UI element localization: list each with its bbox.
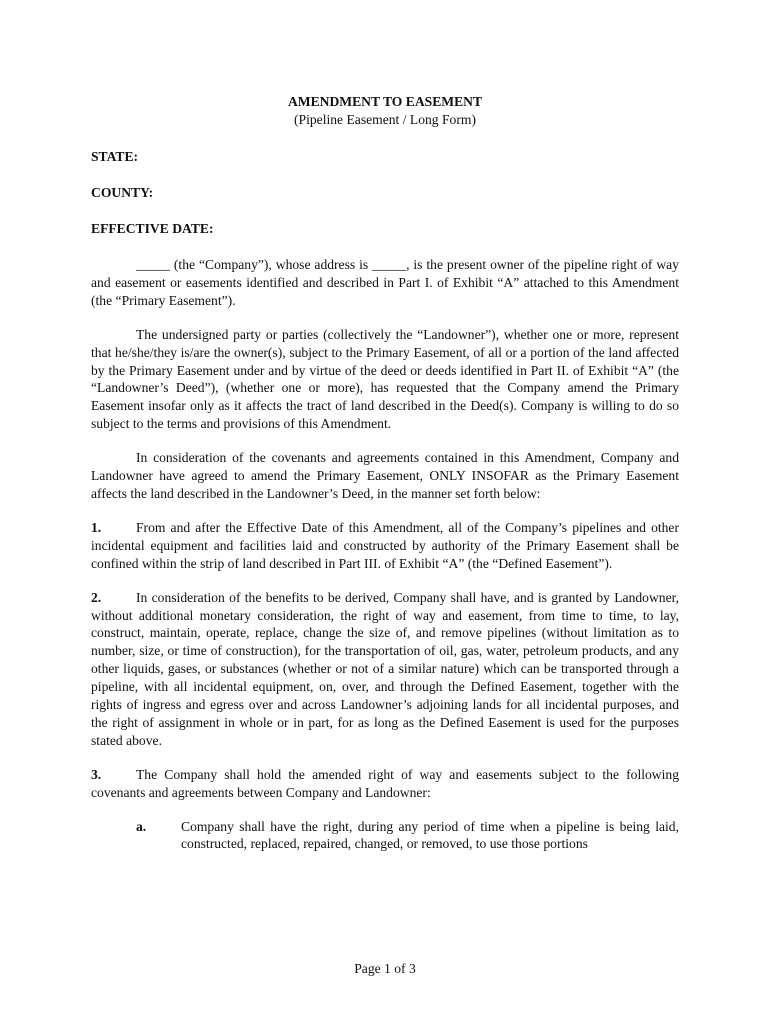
section-number: 3. (91, 766, 102, 782)
section-1 (91, 519, 679, 573)
subsection-text: Company shall have the right, during any period of time when a pipeline is being laid, constructed, replaced, repaired, changed, or removed, to use those portions (181, 818, 679, 852)
document-subtitle: (Pipeline Easement / Long Form) (294, 112, 476, 127)
subsection-a (91, 818, 679, 854)
document-title: AMENDMENT TO EASEMENT (287, 94, 483, 109)
section-number: 2. (91, 589, 102, 605)
state-field: STATE: (91, 149, 139, 164)
county-field: COUNTY: (91, 185, 154, 200)
document-page (91, 93, 679, 853)
subsection-label: a. (136, 818, 147, 834)
intro-paragraph: _____ (the “Company”), whose address is _____, is the present owner of the pipeline right of way and easement or easements identified and described in Part I. of Exhibit “A” attached to this Amendment (the “Primary Easement”). (91, 257, 679, 308)
effective-date-field: EFFECTIVE DATE: (91, 221, 214, 236)
section-text: The Company shall hold the amended right of way and easements subject to the following covenants and agreements between Company and Landowner: (91, 766, 679, 800)
section-2 (91, 589, 679, 750)
section-text: From and after the Effective Date of this Amendment, all of the Company’s pipelines and other incidental equipment and facilities laid and constructed by authority of the Primary Easement shall be confined within the strip of land described in Part III. of Exhibit “A” (the “Defined Easement”). (91, 519, 679, 571)
section-text: In consideration of the benefits to be derived, Company shall have, and is granted by Landowner, without additional monetary consideration, the right of way and easement, from time to time, to lay, construct, maintain, operate, replace, change the size of, and remove pipelines (without limitation as to number, size, or time of construction), for the transportation of oil, gas, water, petroleum products, and any other liquids, gases, or substances (whether or not of a similar nature) which can be transported through a pipeline, with all incidental equipment, on, over, and through the Defined Easement, together with the rights of ingress and egress over and across Landowner’s adjoining lands for all incidental purposes, and the right of assignment in whole or in part, for as long as the Defined Easement is used for the purposes stated above. (91, 589, 679, 748)
section-3 (91, 766, 679, 802)
landowner-paragraph: The undersigned party or parties (collectively the “Landowner”), whether one or more, represent that he/she/they is/are the owner(s), subject to the Primary Easement, of all or a portion of the land affected by the Primary Easement under and by virtue of the deed or deeds identified in Part II. of Exhibit “A” (the “Landowner’s Deed”), (whether one or more), has requested that the Company amend the Primary Easement insofar only as it affects the tract of land described in the Deed(s). Company is willing to do so subject to the terms and provisions of this Amendment. (91, 326, 679, 432)
page-number: Page 1 of 3 (354, 961, 416, 976)
section-number: 1. (91, 519, 102, 535)
consideration-paragraph: In consideration of the covenants and agreements contained in this Amendment, Company and Landowner have agreed to amend the Primary Easement, ONLY INSOFAR as the Primary Easement affects the land described in the Landowner’s Deed, in the manner set forth below: (91, 450, 679, 501)
